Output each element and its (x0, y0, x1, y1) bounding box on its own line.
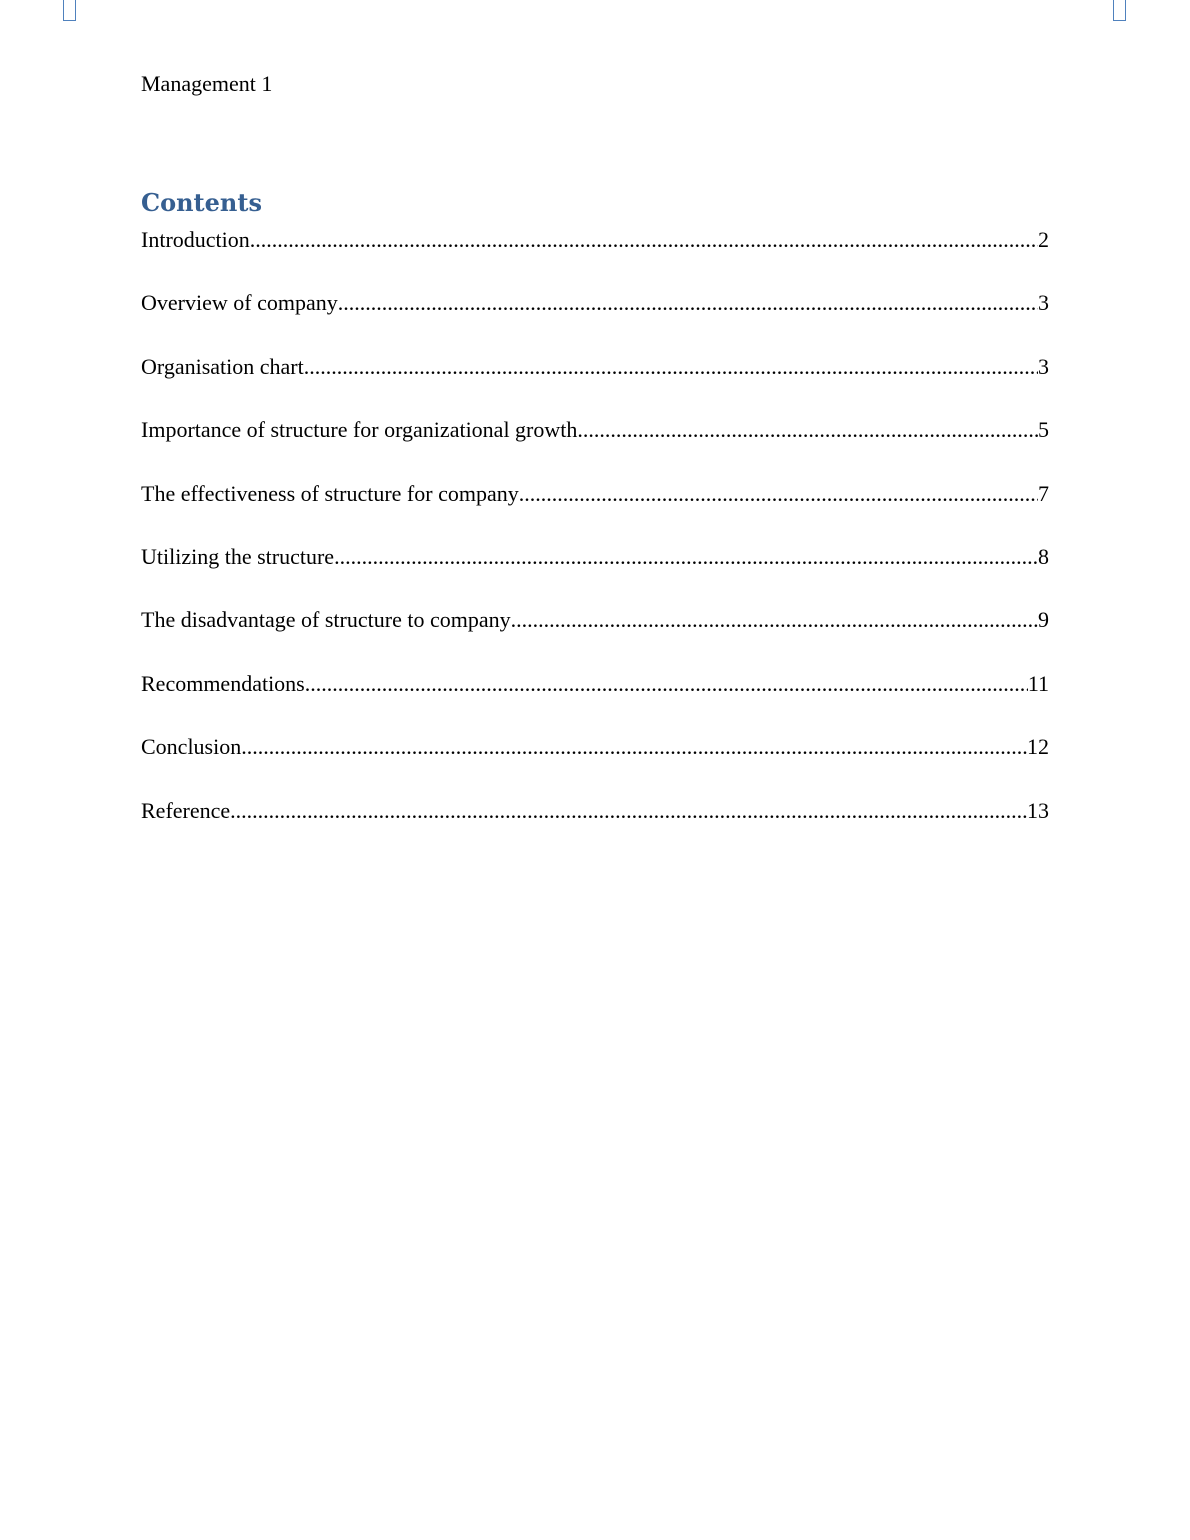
toc-dot-leader (334, 543, 1038, 571)
toc-entry-page: 2 (1038, 227, 1049, 252)
toc-entry-importance-of-structure[interactable] (141, 416, 1049, 479)
toc-entry-title: The disadvantage of structure to company (141, 607, 511, 633)
toc-dot-leader (577, 416, 1038, 444)
toc-entry-page: 7 (1038, 480, 1049, 506)
toc-entry-page: 3 (1038, 290, 1049, 316)
left-margin-corner-marker (63, 0, 76, 21)
toc-entry-title: The effectiveness of structure for company (141, 480, 519, 506)
toc-heading: Contents (141, 188, 262, 217)
toc-entry-title: Utilizing the structure (141, 543, 335, 569)
toc-entry-overview-of-company[interactable] (141, 289, 1049, 352)
toc-entry-reference[interactable] (141, 797, 1049, 860)
toc-entry-utilizing-the-structure[interactable] (141, 543, 1049, 606)
toc-entry-title: Introduction (141, 227, 250, 252)
toc-entry-disadvantage-of-structure[interactable] (141, 606, 1049, 669)
toc-entry-page: 3 (1038, 353, 1049, 379)
toc-entry-organisation-chart[interactable] (141, 353, 1049, 416)
toc-entry-page: 12 (1027, 734, 1049, 760)
toc-entry-title: Reference (141, 797, 231, 823)
toc-entry-recommendations[interactable] (141, 670, 1049, 733)
toc-entry-conclusion[interactable] (141, 733, 1049, 796)
toc-entry-title: Conclusion (141, 734, 242, 760)
toc-dot-leader (511, 606, 1038, 634)
toc-entry-effectiveness-of-structure[interactable] (141, 480, 1049, 543)
toc-entry-title: Organisation chart (141, 353, 304, 379)
toc-entry-page: 13 (1027, 797, 1049, 823)
table-of-contents (141, 186, 1049, 860)
toc-entry-page: 9 (1038, 607, 1049, 633)
toc-entry-introduction[interactable] (141, 226, 1049, 289)
toc-entry-title: Recommendations (141, 670, 305, 696)
toc-entry-title: Overview of company (141, 290, 338, 316)
right-margin-corner-marker (1113, 0, 1126, 21)
toc-dot-leader (305, 670, 1028, 698)
toc-dot-leader (338, 289, 1038, 317)
toc-dot-leader (519, 480, 1038, 508)
toc-dot-leader (250, 226, 1038, 254)
toc-dot-leader (304, 353, 1038, 381)
page-header: Management 1 (141, 71, 273, 96)
toc-dot-leader (230, 797, 1027, 825)
toc-entry-page: 8 (1038, 543, 1049, 569)
toc-dot-leader (241, 733, 1027, 761)
toc-entry-page: 11 (1027, 670, 1049, 696)
toc-entry-title: Importance of structure for organizational growth (141, 417, 578, 443)
toc-entry-page: 5 (1038, 417, 1049, 443)
toc-list (141, 226, 1049, 860)
